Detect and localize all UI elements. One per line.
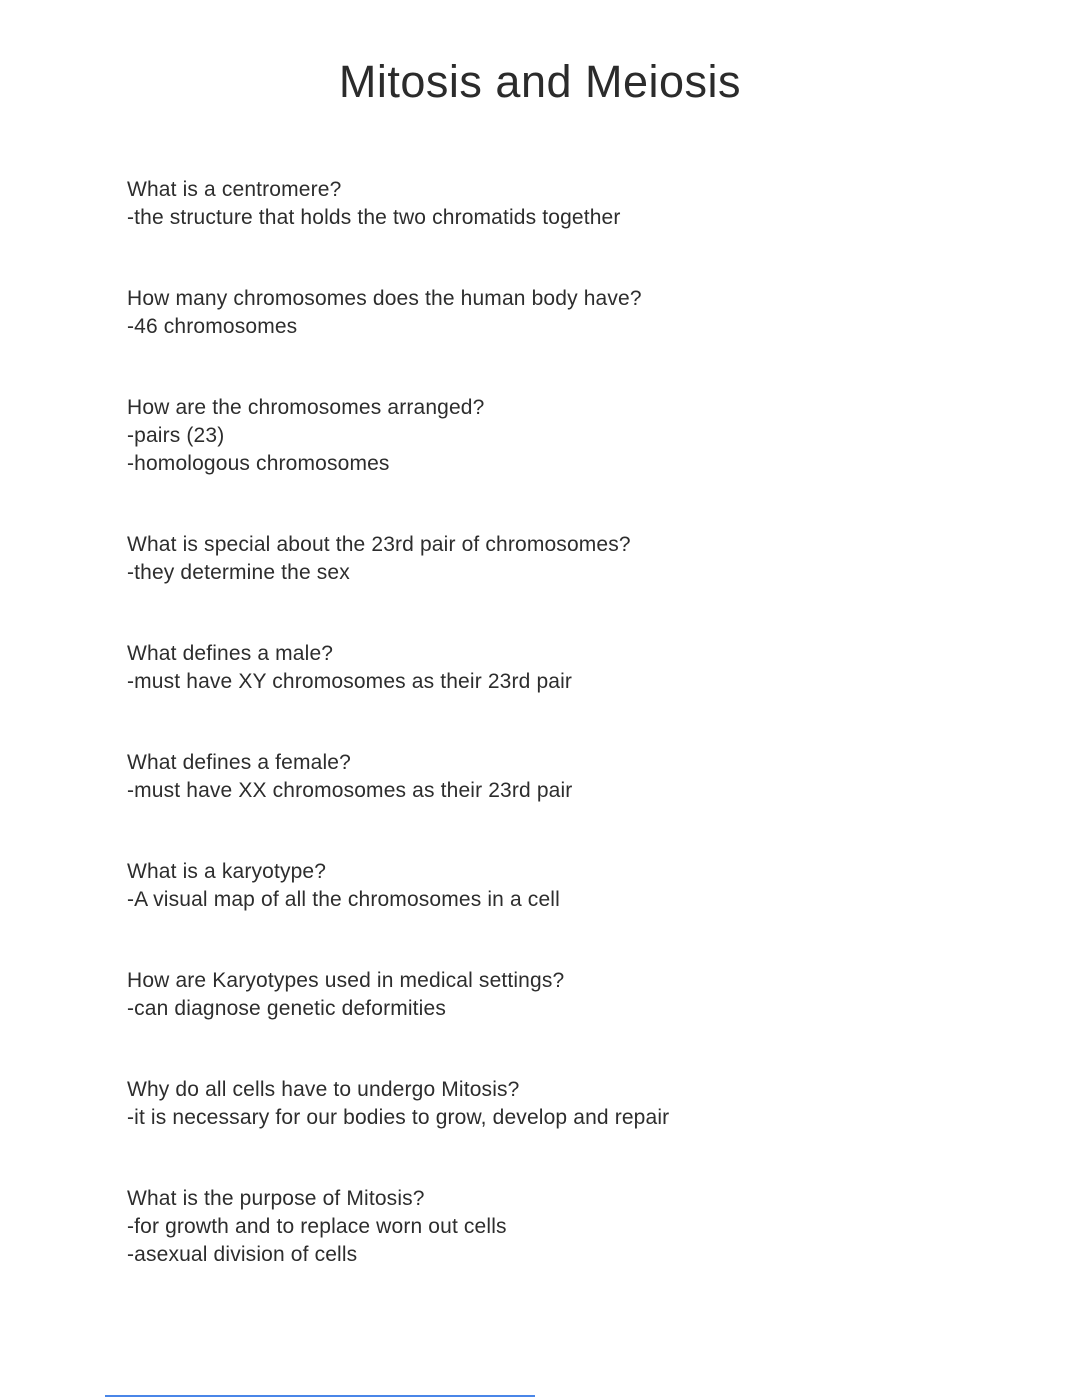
qa-block [127, 858, 1000, 914]
question-text: What is a karyotype? [127, 860, 327, 883]
qa-block [127, 1185, 1000, 1269]
question-text: What is special about the 23rd pair of chromosomes? [127, 533, 631, 556]
question-text: How are the chromosomes arranged? [127, 396, 485, 419]
qa-list [0, 176, 1080, 1269]
answer-text: -for growth and to replace worn out cells [127, 1215, 507, 1238]
answer-text: -the structure that holds the two chromatids together [127, 206, 621, 229]
qa-block [127, 176, 1000, 232]
qa-block [127, 1076, 1000, 1132]
qa-block [127, 531, 1000, 587]
question-text: Why do all cells have to undergo Mitosis? [127, 1078, 520, 1101]
question-text: What defines a male? [127, 642, 334, 665]
answer-text: -it is necessary for our bodies to grow, develop and repair [127, 1106, 670, 1129]
qa-block [127, 640, 1000, 696]
qa-block [127, 749, 1000, 805]
answer-text: -they determine the sex [127, 561, 350, 584]
question-text: How many chromosomes does the human body have? [127, 287, 642, 310]
answer-text: -A visual map of all the chromosomes in a cell [127, 888, 560, 911]
page-title: Mitosis and Meiosis [338, 56, 742, 107]
answer-text: -must have XY chromosomes as their 23rd pair [127, 670, 573, 693]
answer-text: -46 chromosomes [127, 315, 298, 338]
answer-text: -can diagnose genetic deformities [127, 997, 446, 1020]
question-text: What is a centromere? [127, 178, 342, 201]
qa-block [127, 967, 1000, 1023]
question-text: How are Karyotypes used in medical settings? [127, 969, 565, 992]
answer-text: -must have XX chromosomes as their 23rd pair [127, 779, 573, 802]
answer-text: -pairs (23) [127, 424, 225, 447]
answer-text: -asexual division of cells [127, 1243, 358, 1266]
question-text: What defines a female? [127, 751, 351, 774]
qa-block [127, 394, 1000, 478]
question-text: What is the purpose of Mitosis? [127, 1187, 425, 1210]
answer-text: -homologous chromosomes [127, 452, 390, 475]
qa-block [127, 285, 1000, 341]
